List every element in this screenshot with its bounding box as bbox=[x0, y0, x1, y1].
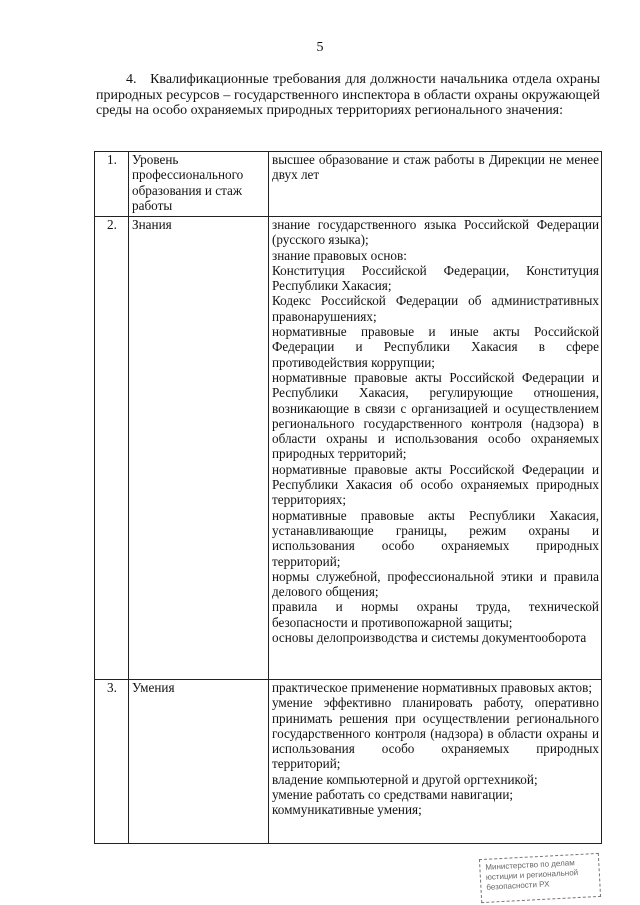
row-number: 1. bbox=[95, 152, 129, 217]
table-row bbox=[95, 680, 602, 844]
requirement-item: знание правовых основ: bbox=[272, 247, 407, 263]
requirement-item: умение работать со средствами навигации; bbox=[272, 787, 514, 803]
row-content bbox=[269, 152, 602, 217]
requirement-item: нормативные правовые акты Российской Федерации и Республики Хакасия об особо охраняемых природных территориях; bbox=[272, 461, 599, 508]
requirement-item: правила и нормы охраны труда, технической безопасности и противопожарной защиты; bbox=[272, 599, 599, 630]
requirements-table bbox=[94, 151, 602, 844]
requirement-item: нормативные правовые и иные акты Российской Федерации и Республики Хакасия в сфере противодействия коррупции; bbox=[272, 324, 599, 370]
requirement-item: нормативные правовые акты Республики Хакасия, устанавливающие границы, режим охраны и использования особо охраняемых природных территорий; bbox=[272, 507, 599, 569]
registration-stamp bbox=[479, 853, 601, 903]
requirement-item: Кодекс Российской Федерации об административных правонарушениях; bbox=[272, 293, 599, 324]
row-label: Знания bbox=[129, 217, 269, 680]
row-content bbox=[269, 217, 602, 680]
requirement-item: владение компьютерной и другой оргтехникой; bbox=[272, 771, 538, 787]
requirement-item: умение эффективно планировать работу, оперативно принимать решения при осуществлении регионального государственного контроля (надзора) в области охраны и использования особо охраняемых природных территорий; bbox=[272, 695, 599, 772]
requirement-item: нормы служебной, профессиональной этики и правила делового общения; bbox=[272, 568, 599, 600]
requirement-item: коммуникативные умения; bbox=[272, 802, 422, 818]
page-number: 5 bbox=[316, 40, 324, 55]
intro-text: 4. Квалификационные требования для должности начальника отдела охраны природных ресурсов – государственного инспектора в области охраны окружающей среды на особо охраняемых природных территориях регионального значения: bbox=[96, 72, 600, 118]
row-content bbox=[269, 680, 602, 844]
requirement-item: знание государственного языка Российской Федерации (русского языка); bbox=[272, 217, 599, 248]
table-row bbox=[95, 152, 602, 217]
requirement-item: нормативные правовые акты Российской Федерации и Республики Хакасия, регулирующие отношения, возникающие в связи с организацией и осуществлением регионального государственного контроля (надзора) в области охраны и использования особо охраняемых природных территорий; bbox=[272, 369, 599, 462]
row-label: Умения bbox=[129, 680, 269, 844]
stamp-text: Министерство по делам юстиции и региональной безопасности РХ bbox=[485, 858, 579, 892]
row-number: 2. bbox=[95, 217, 129, 680]
row-number: 3. bbox=[95, 680, 129, 844]
requirement-item: практическое применение нормативных правовых актов; bbox=[272, 680, 592, 695]
table-row bbox=[95, 217, 602, 680]
requirement-item: основы делопроизводства и системы документооборота bbox=[272, 630, 587, 646]
intro-paragraph bbox=[96, 72, 600, 119]
row-label: Уровень профессионального образования и стаж работы bbox=[129, 152, 269, 217]
requirement-item: высшее образование и стаж работы в Дирекции не менее двух лет bbox=[272, 152, 599, 183]
requirement-item: Конституция Российской Федерации, Конституция Республики Хакасия; bbox=[272, 262, 599, 294]
